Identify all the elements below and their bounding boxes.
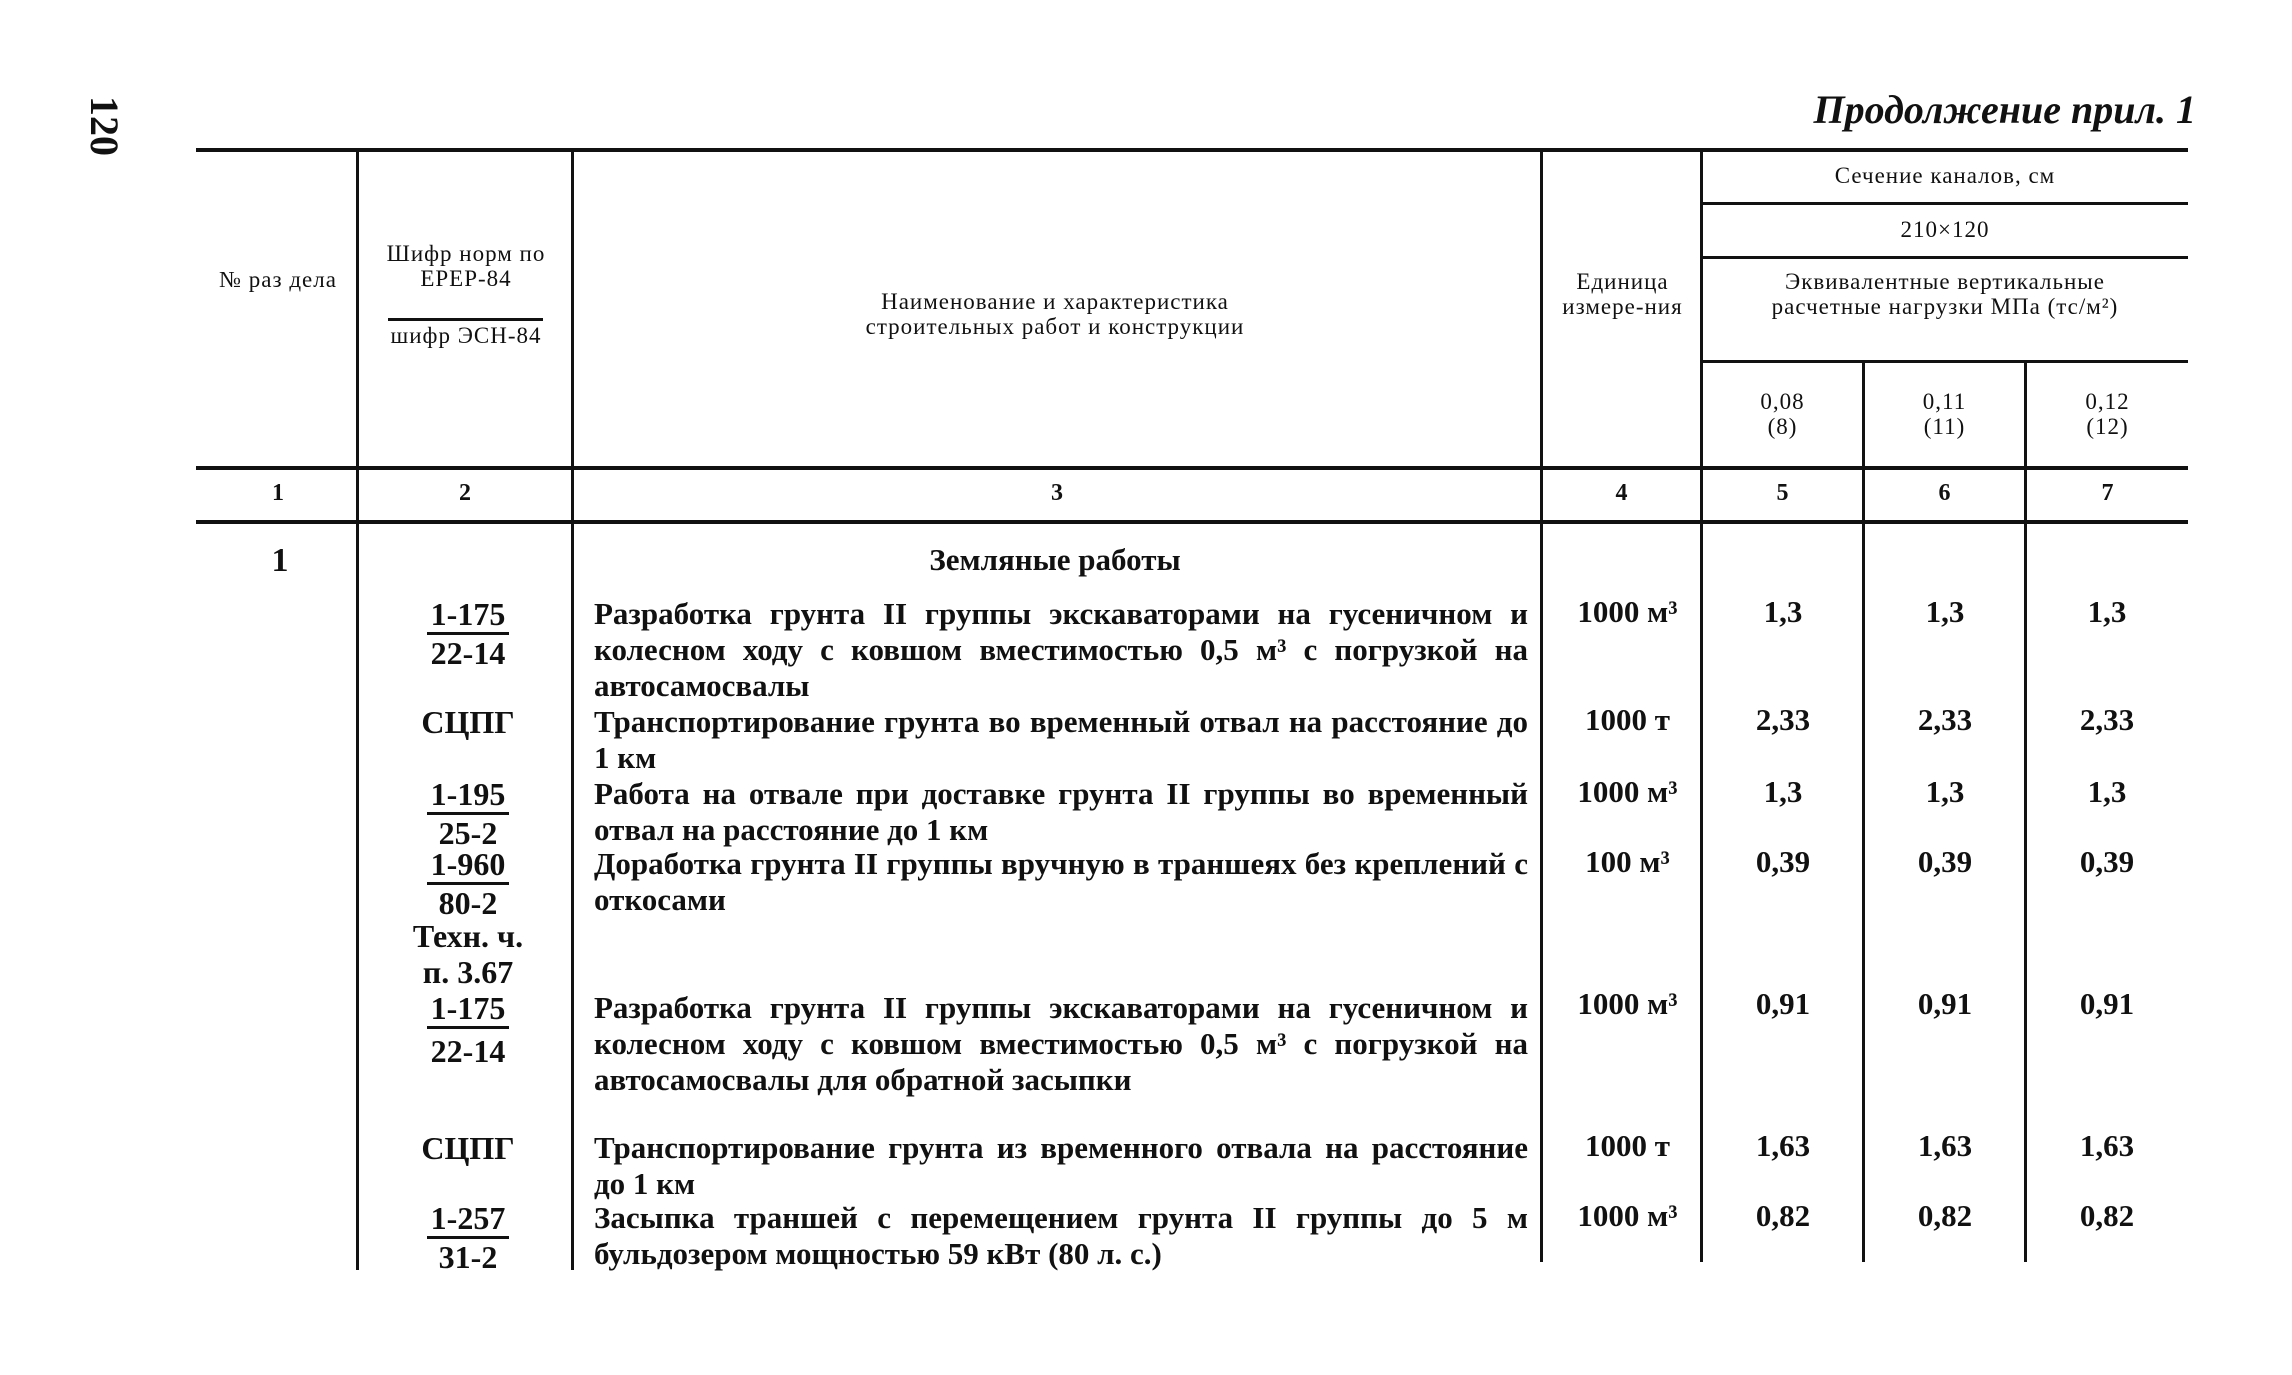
column-number-7: 7 <box>2101 480 2114 506</box>
column-number-4: 4 <box>1615 480 1628 506</box>
row-2-value-2: 2,33 <box>1917 702 1973 737</box>
row-5-description: Разработка грунта II группы экскаваторами на гусеничном и колесном ходу с ковшом вместимостью 0,5 м³ с погрузкой на автосамосвалы для обратной засыпки <box>594 990 1528 1097</box>
header-code-bottom: шифр ЭСН-84 <box>390 323 542 348</box>
row-7-value-3: 0,82 <box>2079 1198 2135 1233</box>
continuation-title: Продолжение прил. 1 <box>1813 87 2196 132</box>
load-3-tcm: (12) <box>2086 413 2129 439</box>
row-1-value-1: 1,3 <box>1763 594 1803 629</box>
rule-v-col4b <box>1540 522 1543 1262</box>
section-title: Земляные работы <box>929 542 1181 577</box>
code-top: 1-960 <box>427 846 510 885</box>
row-6-value-1: 1,63 <box>1755 1128 1811 1163</box>
row-1-value-2: 1,3 <box>1925 594 1965 629</box>
row-3-value-1: 1,3 <box>1763 774 1803 809</box>
row-2-code: СЦПГ <box>421 704 515 740</box>
column-number-1: 1 <box>272 480 284 506</box>
row-4-code <box>388 846 548 921</box>
code-fraction <box>427 1200 510 1275</box>
row-6-description: Транспортирование грунта из временного отвала на расстояние до 1 км <box>594 1130 1528 1201</box>
header-load-1 <box>1703 390 1862 440</box>
load-2-tcm: (11) <box>1923 413 1966 439</box>
row-1-description: Разработка грунта II группы экскаваторами на гусеничном и колесном ходу с ковшом вместимостью 0,5 м³ с погрузкой на автосамосвалы <box>594 596 1528 703</box>
rule-v-col2 <box>356 150 359 1270</box>
row-2-value-1: 2,33 <box>1755 702 1811 737</box>
column-number-5: 5 <box>1776 480 1789 506</box>
row-7-value-1: 0,82 <box>1755 1198 1811 1233</box>
code-bottom: 22-14 <box>430 635 506 671</box>
header-code-fraction-line <box>388 318 543 321</box>
code-fraction <box>427 846 510 921</box>
header-load-2 <box>1865 390 2024 440</box>
load-1-mpa: 0,08 <box>1760 389 1805 414</box>
code-note-line-1: Техн. ч. <box>412 918 524 954</box>
rule-v-col3 <box>571 150 574 1270</box>
row-7-unit: 1000 м³ <box>1577 1198 1678 1233</box>
row-2-value-3: 2,33 <box>2079 702 2135 737</box>
column-number-2: 2 <box>459 480 471 506</box>
row-2-unit: 1000 т <box>1585 702 1670 737</box>
header-section-no: № раз дела <box>219 267 337 292</box>
code-fraction <box>427 596 510 671</box>
header-channel-size: 210×120 <box>1900 217 1990 242</box>
row-5-code <box>388 918 548 1069</box>
row-1-value-3: 1,3 <box>2087 594 2127 629</box>
row-1-code <box>388 596 548 671</box>
row-4-value-2: 0,39 <box>1917 844 1973 879</box>
row-7-description: Засыпка траншей с перемещением грунта II группы до 5 м бульдозером мощностью 59 кВт (80 л. с.) <box>594 1200 1528 1271</box>
row-6-unit: 1000 т <box>1585 1128 1670 1163</box>
row-5-value-3: 0,91 <box>2079 986 2135 1021</box>
header-channel-section: Сечение каналов, см <box>1834 163 2056 188</box>
rule-group2 <box>1700 256 2188 259</box>
code-bottom: 31-2 <box>438 1239 498 1275</box>
rule-header-bottom <box>196 466 2188 470</box>
code-top: 1-175 <box>427 990 510 1029</box>
code-bottom: 22-14 <box>430 1033 506 1069</box>
row-6-value-2: 1,63 <box>1917 1128 1973 1163</box>
rule-v-col4 <box>1540 150 1543 522</box>
rule-numbers-bottom <box>196 520 2188 524</box>
code-top: 1-175 <box>427 596 510 635</box>
rule-group1 <box>1700 202 2188 205</box>
row-7-code <box>388 1200 548 1275</box>
section-number: 1 <box>271 542 289 579</box>
code-top: 1-257 <box>427 1200 510 1239</box>
row-6-value-3: 1,63 <box>2079 1128 2135 1163</box>
row-6-code: СЦПГ <box>421 1130 515 1166</box>
row-5-value-1: 0,91 <box>1755 986 1811 1021</box>
code-bottom: 80-2 <box>438 885 498 921</box>
code-top: 1-195 <box>427 776 510 815</box>
row-3-unit: 1000 м³ <box>1577 774 1678 809</box>
row-4-value-1: 0,39 <box>1755 844 1811 879</box>
column-number-3: 3 <box>1051 480 1063 506</box>
load-3-mpa: 0,12 <box>2085 389 2130 414</box>
row-4-value-3: 0,39 <box>2079 844 2135 879</box>
header-unit: Единица измере-ния <box>1562 269 1683 319</box>
header-description: Наименование и характеристика строительных работ и конструкции <box>865 289 1245 339</box>
header-load-3 <box>2027 390 2188 440</box>
row-7-value-2: 0,82 <box>1917 1198 1973 1233</box>
rule-group3 <box>1700 360 2188 363</box>
page-number: 120 <box>82 96 127 156</box>
code-fraction <box>427 776 510 851</box>
row-5-unit: 1000 м³ <box>1577 986 1678 1021</box>
code-fraction <box>427 990 510 1069</box>
rule-top <box>196 148 2188 152</box>
load-1-tcm: (8) <box>1767 413 1798 439</box>
header-code-top: Шифр норм по ЕРЕР-84 <box>386 241 546 291</box>
code-note-line-2: п. 3.67 <box>422 954 514 990</box>
code-bottom: 25-2 <box>438 815 498 851</box>
header-loads: Эквивалентные вертикальные расчетные нагрузки МПа (тс/м²) <box>1771 269 2119 319</box>
row-2-description: Транспортирование грунта во временный отвал на расстояние до 1 км <box>594 704 1528 775</box>
row-5-value-2: 0,91 <box>1917 986 1973 1021</box>
row-3-value-3: 1,3 <box>2087 774 2127 809</box>
row-4-description: Доработка грунта II группы вручную в траншеях без креплений с откосами <box>594 846 1528 917</box>
row-3-value-2: 1,3 <box>1925 774 1965 809</box>
row-3-description: Работа на отвале при доставке грунта II группы во временный отвал на расстояние до 1 км <box>594 776 1528 847</box>
row-3-code <box>388 776 548 851</box>
row-4-unit: 100 м³ <box>1585 844 1670 879</box>
row-1-unit: 1000 м³ <box>1577 594 1678 629</box>
column-number-6: 6 <box>1938 480 1951 506</box>
load-2-mpa: 0,11 <box>1922 389 1967 414</box>
